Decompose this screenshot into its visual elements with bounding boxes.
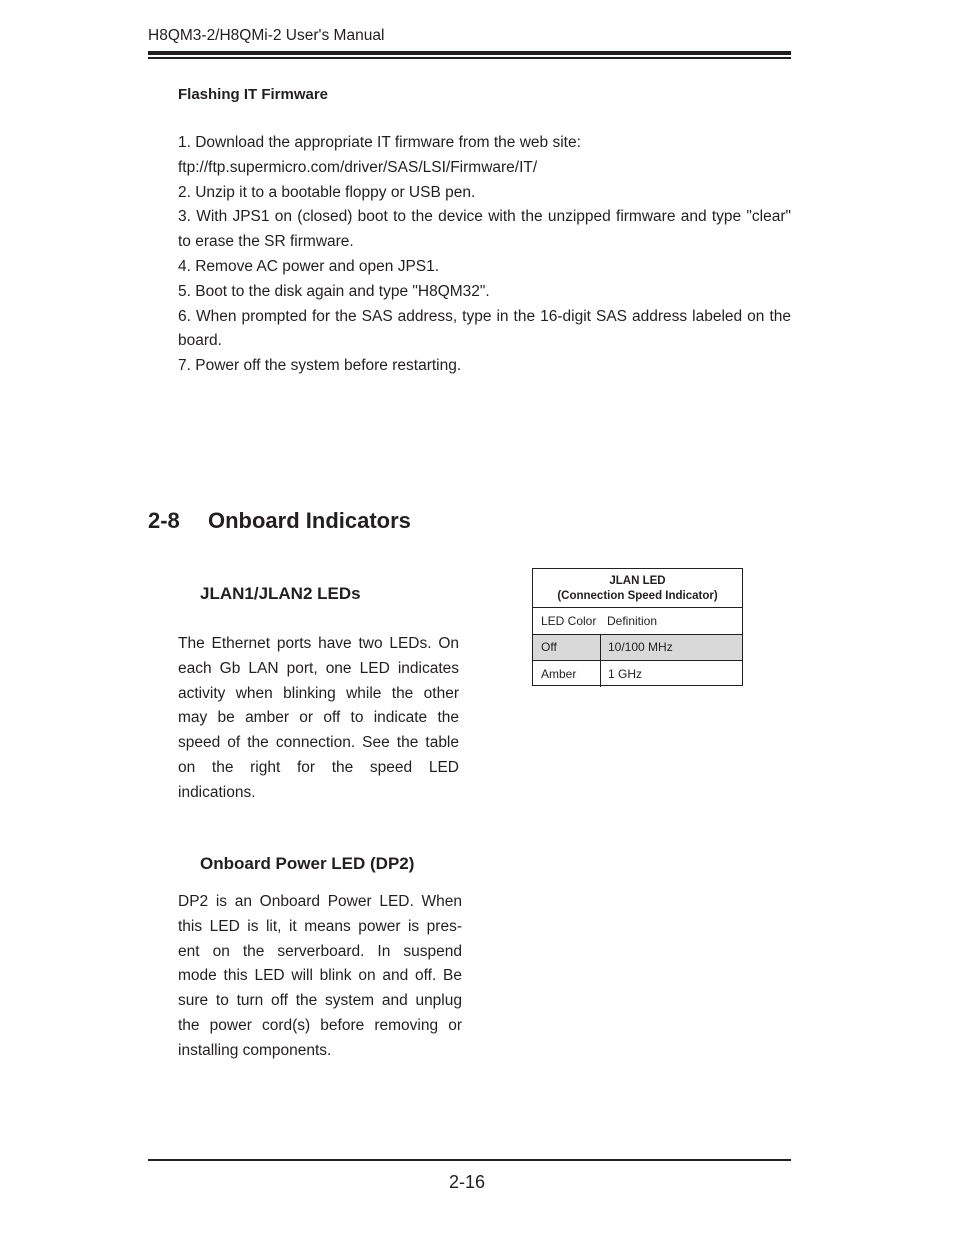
jlan-heading: JLAN1/JLAN2 LEDs xyxy=(200,584,361,603)
table-title xyxy=(533,569,742,608)
step-item: 7. Power off the system before restarting. xyxy=(178,357,462,375)
page-header-title: H8QM3-2/H8QMi-2 User's Manual xyxy=(148,27,385,44)
table-title-line2: (Connection Speed Indicator) xyxy=(557,590,718,602)
step-item: 4. Remove AC power and open JPS1. xyxy=(178,257,440,275)
section-title xyxy=(148,508,411,534)
header-definition: Definition xyxy=(607,613,658,628)
step-link: ftp://ftp.supermicro.com/driver/SAS/LSI/Firmware/IT/ xyxy=(178,158,538,176)
header-led-color: LED Color xyxy=(541,613,597,628)
cell-led-color: Off xyxy=(541,640,557,655)
paragraph-line: mode this LED will blink on and off. Be xyxy=(178,967,462,985)
jlan-paragraph xyxy=(178,632,459,806)
paragraph-line: DP2 is an Onboard Power LED. When xyxy=(178,893,462,910)
power-led-heading: Onboard Power LED (DP2) xyxy=(200,854,415,873)
step-item: 5. Boot to the disk again and type "H8QM32". xyxy=(178,282,490,300)
paragraph-line: installing components. xyxy=(178,1041,332,1059)
header-rule-thin xyxy=(148,57,791,59)
section-number: 2-8 xyxy=(148,508,180,533)
table-header-row xyxy=(533,608,742,634)
page-number: 2-16 xyxy=(449,1172,486,1192)
cell-definition: 1 GHz xyxy=(600,661,742,687)
step-item: 2. Unzip it to a bootable floppy or USB pen. xyxy=(178,183,476,201)
paragraph-line: ent on the serverboard. In suspend xyxy=(178,942,462,960)
table-row xyxy=(533,660,742,687)
step-item: 3. With JPS1 on (closed) boot to the device with the unzipped firmware and type "clear" to erase the SR firmware. xyxy=(178,208,791,251)
cell-led-color: Amber xyxy=(541,666,577,681)
paragraph-line: sure to turn off the system and unplug xyxy=(178,992,462,1010)
paragraph-line: this LED is lit, it means power is pres- xyxy=(178,917,462,935)
cell-definition: 10/100 MHz xyxy=(600,635,742,661)
section-title-text: Onboard Indicators xyxy=(208,508,411,533)
flashing-heading: Flashing IT Firmware xyxy=(178,86,329,103)
flashing-steps xyxy=(178,131,791,379)
step-item: 6. When prompted for the SAS address, type in the 16-digit SAS address labeled on the board. xyxy=(178,307,791,350)
header-rule xyxy=(148,51,791,55)
table-title-line1: JLAN LED xyxy=(609,575,666,587)
paragraph-line: the power cord(s) before removing or xyxy=(178,1016,462,1034)
jlan-led-table xyxy=(532,568,743,686)
jlan-paragraph-text: The Ethernet ports have two LEDs. On each Gb LAN port, one LED indicates activity when blinking while the other may be amber or off to indicate the speed of the connection. See the table on the right for the speed LED indications. xyxy=(178,635,459,801)
table-row xyxy=(533,634,742,661)
step-item: 1. Download the appropriate IT firmware from the web site: xyxy=(178,134,581,151)
power-led-paragraph xyxy=(178,890,462,1064)
footer-rule xyxy=(148,1159,791,1161)
